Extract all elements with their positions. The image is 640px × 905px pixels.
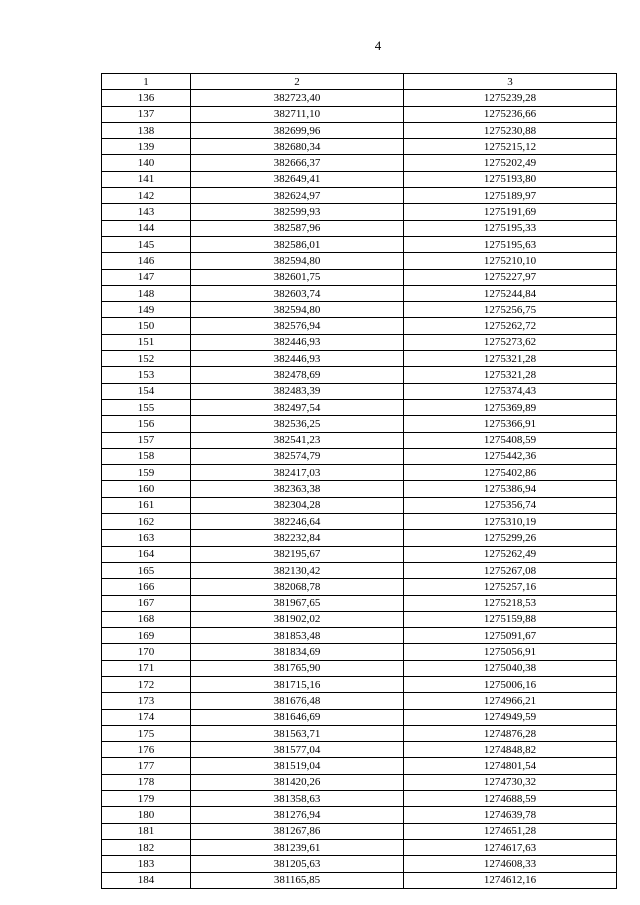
cell-y-coordinate: 1275227,97 [404,269,617,285]
cell-y-coordinate: 1274608,33 [404,856,617,872]
cell-x-coordinate: 382246,64 [191,514,404,530]
cell-x-coordinate: 381676,48 [191,693,404,709]
table-row [102,90,617,106]
cell-x-coordinate: 382195,67 [191,546,404,562]
cell-y-coordinate: 1274688,59 [404,791,617,807]
table-body [102,90,617,889]
column-header-point-number: 1 [102,74,191,90]
table-row [102,399,617,415]
table-row [102,139,617,155]
cell-point-number: 143 [102,204,191,220]
cell-y-coordinate: 1275408,59 [404,432,617,448]
table-row [102,220,617,236]
cell-point-number: 183 [102,856,191,872]
cell-point-number: 147 [102,269,191,285]
table-row [102,660,617,676]
cell-point-number: 169 [102,628,191,644]
cell-x-coordinate: 382446,93 [191,351,404,367]
table-row [102,171,617,187]
cell-y-coordinate: 1275310,19 [404,514,617,530]
cell-x-coordinate: 381765,90 [191,660,404,676]
table-row [102,644,617,660]
cell-point-number: 162 [102,514,191,530]
table-row [102,122,617,138]
cell-y-coordinate: 1275356,74 [404,497,617,513]
table-row [102,628,617,644]
table-row [102,285,617,301]
cell-point-number: 151 [102,334,191,350]
cell-y-coordinate: 1275244,84 [404,285,617,301]
cell-x-coordinate: 382497,54 [191,399,404,415]
cell-y-coordinate: 1275189,97 [404,188,617,204]
cell-y-coordinate: 1275442,36 [404,448,617,464]
cell-point-number: 179 [102,791,191,807]
cell-point-number: 157 [102,432,191,448]
cell-y-coordinate: 1275262,72 [404,318,617,334]
cell-x-coordinate: 381420,26 [191,774,404,790]
table-row [102,579,617,595]
cell-x-coordinate: 382478,69 [191,367,404,383]
cell-point-number: 167 [102,595,191,611]
cell-x-coordinate: 382699,96 [191,122,404,138]
table-row [102,791,617,807]
cell-x-coordinate: 382068,78 [191,579,404,595]
cell-y-coordinate: 1275230,88 [404,122,617,138]
cell-x-coordinate: 381239,61 [191,839,404,855]
table-row [102,432,617,448]
cell-x-coordinate: 382541,23 [191,432,404,448]
cell-x-coordinate: 381853,48 [191,628,404,644]
cell-point-number: 136 [102,90,191,106]
cell-point-number: 172 [102,676,191,692]
cell-point-number: 160 [102,481,191,497]
cell-y-coordinate: 1275195,63 [404,236,617,252]
cell-y-coordinate: 1274730,32 [404,774,617,790]
cell-y-coordinate: 1275091,67 [404,628,617,644]
cell-y-coordinate: 1275218,53 [404,595,617,611]
table-row [102,465,617,481]
cell-point-number: 184 [102,872,191,888]
cell-point-number: 159 [102,465,191,481]
cell-x-coordinate: 381165,85 [191,872,404,888]
cell-y-coordinate: 1275236,66 [404,106,617,122]
table-row [102,856,617,872]
cell-x-coordinate: 382601,75 [191,269,404,285]
table-row [102,872,617,888]
cell-y-coordinate: 1275239,28 [404,90,617,106]
cell-x-coordinate: 382586,01 [191,236,404,252]
cell-x-coordinate: 382587,96 [191,220,404,236]
table-row [102,383,617,399]
cell-x-coordinate: 382417,03 [191,465,404,481]
cell-point-number: 140 [102,155,191,171]
cell-point-number: 168 [102,611,191,627]
cell-x-coordinate: 381276,94 [191,807,404,823]
table-row [102,236,617,252]
table-row [102,497,617,513]
cell-x-coordinate: 381577,04 [191,742,404,758]
cell-x-coordinate: 382649,41 [191,171,404,187]
table-row [102,269,617,285]
table-row [102,725,617,741]
cell-y-coordinate: 1275256,75 [404,302,617,318]
cell-y-coordinate: 1275267,08 [404,562,617,578]
cell-y-coordinate: 1275262,49 [404,546,617,562]
cell-point-number: 138 [102,122,191,138]
cell-point-number: 137 [102,106,191,122]
cell-point-number: 154 [102,383,191,399]
table-row [102,367,617,383]
cell-point-number: 173 [102,693,191,709]
cell-x-coordinate: 382603,74 [191,285,404,301]
cell-y-coordinate: 1275159,88 [404,611,617,627]
cell-x-coordinate: 381967,65 [191,595,404,611]
table-row [102,318,617,334]
cell-point-number: 178 [102,774,191,790]
table-row [102,351,617,367]
cell-point-number: 182 [102,839,191,855]
table-row [102,709,617,725]
cell-y-coordinate: 1275366,91 [404,416,617,432]
cell-point-number: 150 [102,318,191,334]
cell-x-coordinate: 382680,34 [191,139,404,155]
cell-x-coordinate: 382574,79 [191,448,404,464]
cell-x-coordinate: 381646,69 [191,709,404,725]
table-row [102,742,617,758]
cell-x-coordinate: 382711,10 [191,106,404,122]
cell-y-coordinate: 1275210,10 [404,253,617,269]
cell-x-coordinate: 381715,16 [191,676,404,692]
cell-x-coordinate: 382594,80 [191,253,404,269]
cell-y-coordinate: 1275374,43 [404,383,617,399]
table-row [102,302,617,318]
cell-point-number: 171 [102,660,191,676]
cell-point-number: 155 [102,399,191,415]
cell-x-coordinate: 382446,93 [191,334,404,350]
cell-point-number: 164 [102,546,191,562]
cell-y-coordinate: 1274966,21 [404,693,617,709]
cell-y-coordinate: 1275273,62 [404,334,617,350]
cell-point-number: 139 [102,139,191,155]
cell-x-coordinate: 382232,84 [191,530,404,546]
table-row [102,106,617,122]
cell-x-coordinate: 382363,38 [191,481,404,497]
cell-point-number: 145 [102,236,191,252]
cell-y-coordinate: 1275006,16 [404,676,617,692]
cell-point-number: 161 [102,497,191,513]
cell-y-coordinate: 1275191,69 [404,204,617,220]
cell-y-coordinate: 1275202,49 [404,155,617,171]
cell-x-coordinate: 382624,97 [191,188,404,204]
cell-y-coordinate: 1274801,54 [404,758,617,774]
cell-y-coordinate: 1275215,12 [404,139,617,155]
cell-y-coordinate: 1274949,59 [404,709,617,725]
table-row [102,611,617,627]
cell-point-number: 149 [102,302,191,318]
cell-y-coordinate: 1275299,26 [404,530,617,546]
cell-x-coordinate: 381358,63 [191,791,404,807]
cell-point-number: 158 [102,448,191,464]
cell-point-number: 148 [102,285,191,301]
table-header-row [102,74,617,90]
cell-y-coordinate: 1275056,91 [404,644,617,660]
cell-y-coordinate: 1275321,28 [404,367,617,383]
table-row [102,562,617,578]
cell-y-coordinate: 1274848,82 [404,742,617,758]
cell-point-number: 144 [102,220,191,236]
cell-x-coordinate: 382536,25 [191,416,404,432]
table-row [102,204,617,220]
cell-x-coordinate: 381902,02 [191,611,404,627]
cell-x-coordinate: 381563,71 [191,725,404,741]
table-row [102,807,617,823]
cell-y-coordinate: 1275257,16 [404,579,617,595]
cell-y-coordinate: 1274651,28 [404,823,617,839]
table-row [102,416,617,432]
table-row [102,514,617,530]
cell-x-coordinate: 382130,42 [191,562,404,578]
column-header-x-coordinate: 2 [191,74,404,90]
cell-y-coordinate: 1274876,28 [404,725,617,741]
table-row [102,481,617,497]
cell-x-coordinate: 382594,80 [191,302,404,318]
cell-y-coordinate: 1274639,78 [404,807,617,823]
table-row [102,758,617,774]
cell-point-number: 170 [102,644,191,660]
cell-y-coordinate: 1275402,86 [404,465,617,481]
table-row [102,334,617,350]
table-row [102,253,617,269]
cell-y-coordinate: 1274617,63 [404,839,617,855]
cell-x-coordinate: 382576,94 [191,318,404,334]
column-header-y-coordinate: 3 [404,74,617,90]
table-row [102,693,617,709]
cell-x-coordinate: 382723,40 [191,90,404,106]
table-row [102,595,617,611]
cell-point-number: 180 [102,807,191,823]
cell-x-coordinate: 381205,63 [191,856,404,872]
cell-x-coordinate: 382483,39 [191,383,404,399]
cell-point-number: 174 [102,709,191,725]
cell-x-coordinate: 382304,28 [191,497,404,513]
cell-y-coordinate: 1275040,38 [404,660,617,676]
cell-point-number: 142 [102,188,191,204]
table-row [102,676,617,692]
cell-y-coordinate: 1275386,94 [404,481,617,497]
cell-x-coordinate: 381267,86 [191,823,404,839]
coordinates-table [101,73,617,889]
cell-point-number: 163 [102,530,191,546]
cell-point-number: 176 [102,742,191,758]
table-row [102,823,617,839]
page-number: 4 [374,38,382,53]
cell-point-number: 156 [102,416,191,432]
table-row [102,774,617,790]
cell-point-number: 175 [102,725,191,741]
cell-y-coordinate: 1275195,33 [404,220,617,236]
cell-point-number: 141 [102,171,191,187]
cell-y-coordinate: 1275193,80 [404,171,617,187]
cell-x-coordinate: 381519,04 [191,758,404,774]
cell-point-number: 166 [102,579,191,595]
cell-point-number: 146 [102,253,191,269]
table-row [102,188,617,204]
table-row [102,530,617,546]
cell-x-coordinate: 382599,93 [191,204,404,220]
cell-point-number: 181 [102,823,191,839]
table-row [102,839,617,855]
cell-point-number: 152 [102,351,191,367]
cell-point-number: 165 [102,562,191,578]
cell-point-number: 177 [102,758,191,774]
cell-y-coordinate: 1275321,28 [404,351,617,367]
table-row [102,448,617,464]
table-row [102,155,617,171]
cell-x-coordinate: 382666,37 [191,155,404,171]
cell-x-coordinate: 381834,69 [191,644,404,660]
cell-y-coordinate: 1275369,89 [404,399,617,415]
cell-point-number: 153 [102,367,191,383]
table-row [102,546,617,562]
cell-y-coordinate: 1274612,16 [404,872,617,888]
